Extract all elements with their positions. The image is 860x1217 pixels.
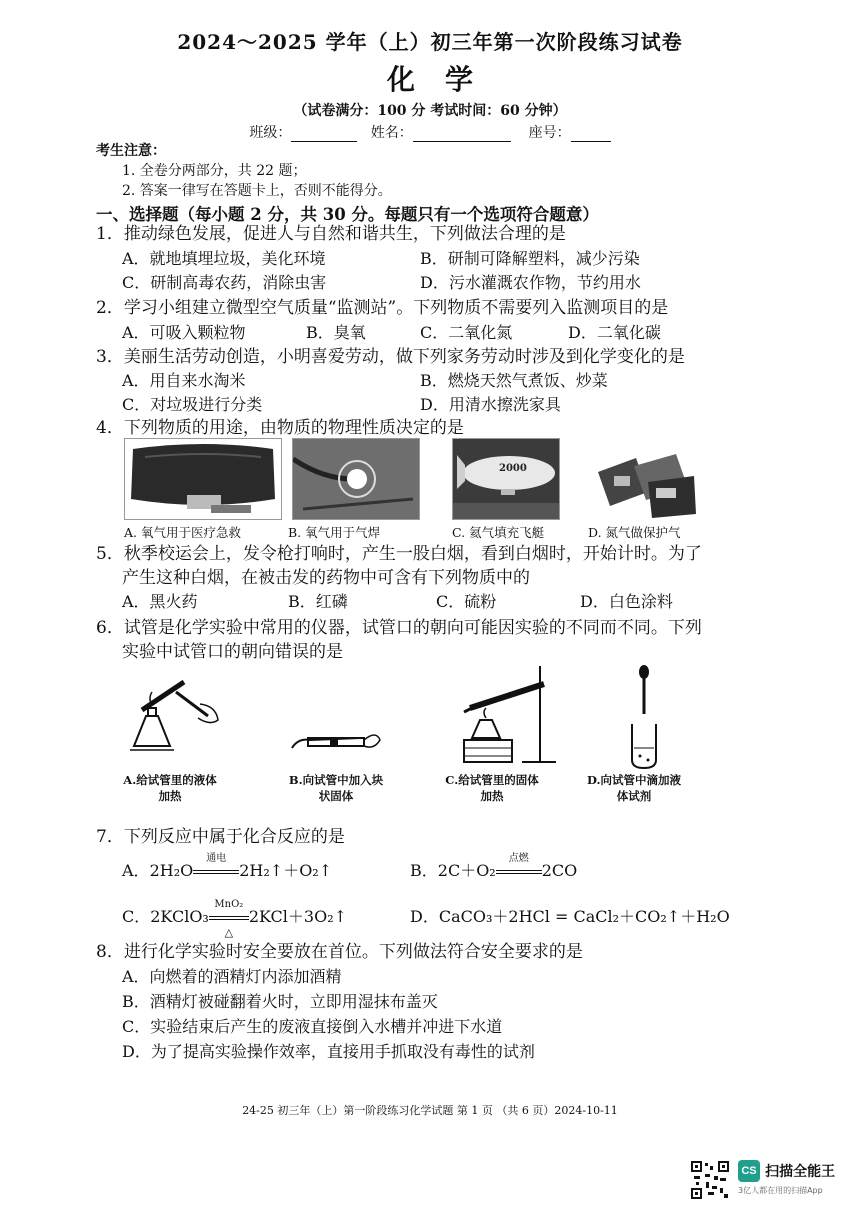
equation-option-b xyxy=(410,853,578,882)
question-stem: 8．进行化学实验时安全要放在首位。下列做法符合安全要求的是 xyxy=(96,942,583,962)
page-footer: 24-25 初三年（上）第一阶段练习化学试题 第 1 页 （共 6 页）2024-10-11 xyxy=(242,1104,618,1117)
note-item: 1. 全卷分两部分，共 22 题； xyxy=(122,163,307,179)
solid-heating-diagram xyxy=(452,662,562,770)
option: D．污水灌溉农作物，节约用水 xyxy=(420,273,641,292)
image-caption: C. 氦气填充飞艇 xyxy=(452,525,545,540)
exam-meta: （试卷满分：100 分 考试时间：60 分钟） xyxy=(293,103,567,119)
class-blank xyxy=(291,128,357,142)
class-label: 班级： xyxy=(249,125,292,141)
reaction-arrow xyxy=(193,853,239,882)
option: B．酒精灯被碰翻着火时，立即用湿抹布盖灭 xyxy=(122,992,438,1011)
welding-image xyxy=(292,438,420,520)
name-blank xyxy=(413,128,511,142)
option: A．向燃着的酒精灯内添加酒精 xyxy=(122,967,342,986)
reaction-condition: 通电 xyxy=(206,853,227,864)
equation-option-a xyxy=(122,853,333,882)
question-stem: 2．学习小组建立微型空气质量“监测站”。下列物质不需要列入监测项目的是 xyxy=(96,298,669,318)
scanner-logo: CS xyxy=(738,1160,760,1182)
subject-title: 化学 xyxy=(386,63,503,96)
scanner-name: 扫描全能王 xyxy=(765,1164,836,1180)
option: B．臭氧 xyxy=(306,323,366,342)
option: C．对垃圾进行分类 xyxy=(122,395,263,414)
oxygen-bag-icon xyxy=(125,439,281,519)
oxygen-bag-image xyxy=(124,438,282,520)
food-packages-icon xyxy=(596,452,700,520)
equation-products: 2CO xyxy=(541,861,578,880)
option: D．用清水擦洗家具 xyxy=(420,395,561,414)
liquid-heating-diagram xyxy=(124,676,224,768)
option-label: C． xyxy=(122,907,151,926)
equation-products: 2KCl＋3O₂↑ xyxy=(248,907,348,926)
question-stem: 3．美丽生活劳动创造，小明喜爱劳动，做下列家务劳动时涉及到化学变化的是 xyxy=(96,347,685,367)
diagram-caption: A.给试管里的液体加热 xyxy=(123,773,217,803)
seat-label: 座号： xyxy=(528,125,571,141)
scanner-watermark xyxy=(738,1160,835,1196)
reaction-arrow xyxy=(209,899,249,939)
student-info-fields xyxy=(0,122,860,142)
food-packages-image xyxy=(596,452,700,520)
welding-torch-icon xyxy=(293,439,419,519)
airship-icon xyxy=(453,439,559,519)
option: C．实验结束后产生的废液直接倒入水槽并冲进下水道 xyxy=(122,1017,503,1036)
solid-adding-diagram xyxy=(290,720,382,760)
dropper-diagram xyxy=(624,664,664,770)
airship-label: 2000 xyxy=(499,463,527,474)
option: D．白色涂料 xyxy=(580,592,673,611)
diagram-caption: B.向试管中加入块状固体 xyxy=(288,773,384,803)
option-label: D． xyxy=(410,907,439,926)
option: C．硫粉 xyxy=(436,592,497,611)
note-item: 2. 答案一律写在答题卡上，否则不能得分。 xyxy=(122,183,392,199)
option: B．燃烧天然气煮饭、炒菜 xyxy=(420,371,608,390)
option: A．黑火药 xyxy=(122,592,198,611)
airship-image xyxy=(452,438,560,520)
exam-title: 2024～2025 学年（上）初三年第一次阶段练习试卷 xyxy=(177,30,683,54)
equation-reactants: 2C＋O₂ xyxy=(437,861,496,880)
option-label: B． xyxy=(410,861,438,880)
question-stem-continued: 产生这种白烟，在被击发的药物中可含有下列物质中的 xyxy=(122,568,530,588)
equation-text: CaCO₃＋2HCl = CaCl₂＋CO₂↑＋H₂O xyxy=(438,907,730,926)
option: D．为了提高实验操作效率，直接用手抓取没有毒性的试剂 xyxy=(122,1042,535,1061)
qr-code-icon xyxy=(690,1160,730,1200)
name-label: 姓名： xyxy=(370,125,413,141)
option: B．红磷 xyxy=(288,592,348,611)
reaction-condition: 点燃 xyxy=(508,853,529,864)
heating-symbol: △ xyxy=(224,926,234,939)
image-caption: B. 氧气用于气焊 xyxy=(288,525,381,540)
equation-reactants: 2KClO₃ xyxy=(150,907,209,926)
option: B．研制可降解塑料，减少污染 xyxy=(420,249,640,268)
question-stem: 1．推动绿色发展，促进人与自然和谐共生，下列做法合理的是 xyxy=(96,224,566,244)
option: A．可吸入颗粒物 xyxy=(122,323,246,342)
question-stem: 4．下列物质的用途，由物质的物理性质决定的是 xyxy=(96,418,464,438)
notes-heading: 考生注意： xyxy=(96,143,166,159)
diagram-caption: D.向试管中滴加液体试剂 xyxy=(586,773,682,803)
image-caption: A. 氧气用于医疗急救 xyxy=(124,525,241,540)
equation-option-c xyxy=(122,899,348,939)
reaction-catalyst: MnO₂ xyxy=(214,899,244,910)
section-heading: 一、选择题（每小题 2 分，共 30 分。每题只有一个选项符合题意） xyxy=(96,205,599,224)
option: C．研制高毒农药，消除虫害 xyxy=(122,273,327,292)
scanner-tagline: 3亿人都在用的扫描App xyxy=(738,1186,823,1195)
question-stem: 6．试管是化学实验中常用的仪器，试管口的朝向可能因实验的不同而不同。下列 xyxy=(96,618,702,638)
equation-products: 2H₂↑＋O₂↑ xyxy=(239,861,333,880)
seat-blank xyxy=(571,128,611,142)
option: D．二氧化碳 xyxy=(568,323,661,342)
question-stem: 5．秋季校运会上，发令枪打响时，产生一股白烟，看到白烟时，开始计时。为了 xyxy=(96,544,702,564)
equation-reactants: 2H₂O xyxy=(149,861,194,880)
option-label: A． xyxy=(122,861,150,880)
option: A．用自来水淘米 xyxy=(122,371,246,390)
reaction-arrow xyxy=(496,853,542,882)
option: A．就地填埋垃圾，美化环境 xyxy=(122,249,326,268)
diagram-caption: C.给试管里的固体加热 xyxy=(445,773,539,803)
question-stem-continued: 实验中试管口的朝向错误的是 xyxy=(122,642,343,662)
option: C．二氧化氮 xyxy=(420,323,513,342)
image-caption: D. 氮气做保护气 xyxy=(588,525,681,540)
question-stem: 7．下列反应中属于化合反应的是 xyxy=(96,827,345,847)
equation-option-d xyxy=(410,906,730,928)
